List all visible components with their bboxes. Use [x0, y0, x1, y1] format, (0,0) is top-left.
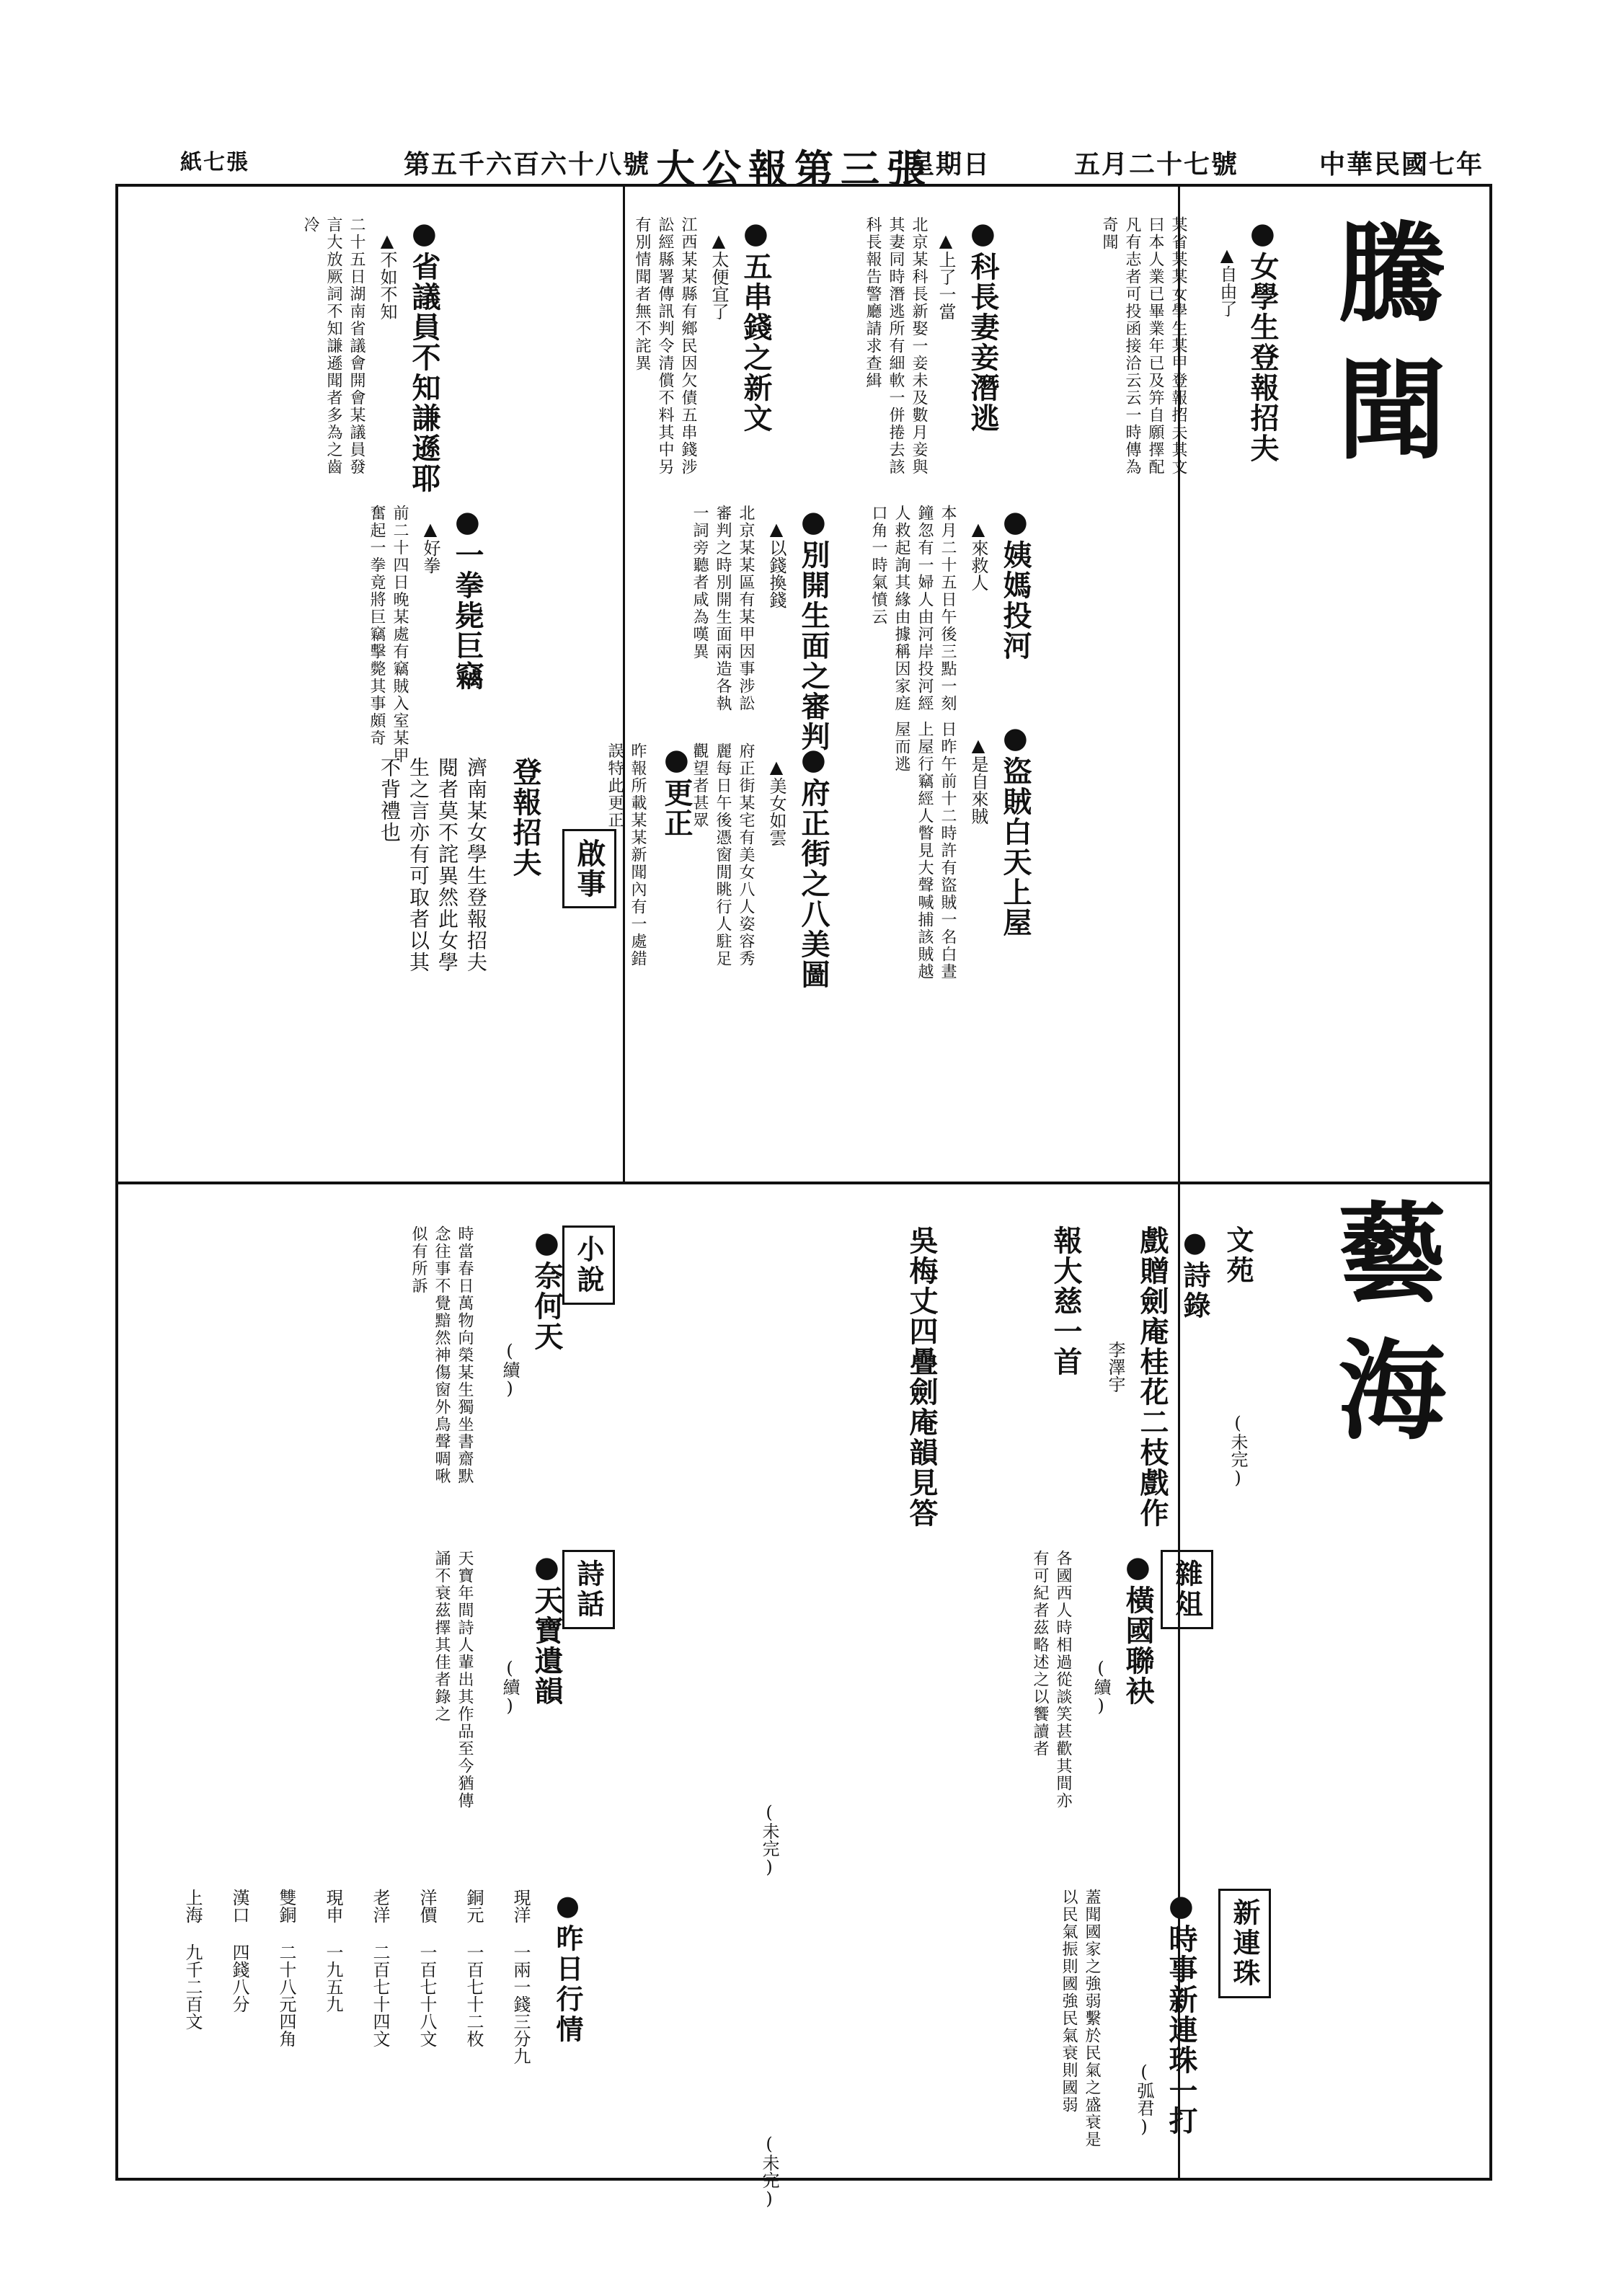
- prices-table: [144, 1889, 533, 2163]
- article-8-headline: ● 盜賊白天上屋: [995, 721, 1036, 938]
- article-2-body: 北京某科長新娶一妾未及數月妾與其妻同時潛逃所有細軟一併捲去該科長報告警廳請求查緝: [864, 216, 928, 476]
- article-1-body: 某省某某女學生某甲登報招夫其文曰本人業已畢業年已及笄自願擇配凡有志者可投函接洽云云一時傳為奇聞: [1100, 216, 1187, 476]
- masthead: [166, 144, 1521, 192]
- article-9-headline: ● 府正街之八美圖: [793, 743, 834, 990]
- price-row: 銅元 一百七十二枚: [464, 1889, 484, 2047]
- masthead-sheet: 紙七張: [180, 150, 249, 175]
- article-5-sub: ▲來救人: [968, 519, 988, 591]
- article-2-headline: ● 科長妻妾潛逃: [962, 216, 1003, 433]
- article-7-body: 前二十四日晚某處有竊賊入室某甲奮起一拳竟將巨竊擊斃其事頗奇: [368, 505, 409, 764]
- shihua-author: (續): [500, 1658, 520, 1716]
- shihua-title: ● 天寶遺韻: [526, 1550, 567, 1706]
- note-incomplete: (未完): [1228, 1413, 1248, 1488]
- article-1-sub: ▲自由了: [1217, 245, 1237, 317]
- masthead-title: 大公報第三張: [656, 146, 933, 192]
- poem-3-title: 吳梅丈四疊劍庵韻見答: [905, 1225, 939, 1528]
- price-row: 上海 九千二百文: [182, 1889, 203, 2030]
- page-frame: [115, 184, 1492, 2181]
- article-4-body: 二十五日湖南省議會開會某議員發言大放厥詞不知謙遜聞者多為之齒冷: [301, 216, 365, 476]
- article-12-headline: 登報招夫: [508, 757, 542, 878]
- news-section-title: 騰聞: [1319, 216, 1446, 490]
- shihua-body: 天寶年間詩人輩出其作品至今猶傳誦不衰茲擇其佳者錄之: [433, 1550, 474, 1809]
- article-7-sub: ▲好拳: [420, 519, 440, 574]
- zazu-author: (續): [1091, 1658, 1111, 1716]
- article-1-headline: ● 女學生登報招夫: [1242, 216, 1283, 464]
- zazu-body: 各國西人時相過從談笑甚歡其間亦有可紀者茲略述之以饗讀者: [1031, 1550, 1072, 1809]
- poem-1-title: 戲贈劍庵桂花二枝戲作: [1135, 1225, 1169, 1528]
- article-3-body: 江西某某縣有鄉民因欠債五串錢涉訟經縣署傳訊判令清償不料其中另有別情聞者無不詫異: [633, 216, 697, 476]
- article-4-headline: ● 省議員不知謙遜耶: [404, 216, 445, 494]
- article-11-headline: 啟事: [562, 829, 616, 908]
- note-incomplete: (未完): [759, 2134, 779, 2209]
- wenyuan-label: 文苑: [1222, 1225, 1254, 1286]
- poem-2-title: 報大慈一首: [1049, 1225, 1083, 1377]
- article-6-body: 北京某某區有某甲因事涉訟審判之時別開生面兩造各執一詞旁聽者咸為嘆異: [691, 505, 755, 712]
- xinlianzhu-title: ● 時事新連珠一打: [1161, 1889, 1202, 2136]
- article-12-body: 濟南某女學生登報招夫閱者莫不詫異然此女學生之言亦有可取者以其不背禮也: [378, 757, 488, 973]
- article-6-headline: ● 別開生面之審判: [793, 505, 834, 752]
- prices-label: ● 昨日行情: [548, 1889, 588, 2045]
- masthead-weekday: 星期日: [908, 149, 991, 179]
- xinlianzhu-label: 新連珠: [1218, 1889, 1271, 1998]
- article-2-sub: ▲上了一當: [936, 231, 956, 320]
- arts-section-title: 藝海: [1319, 1197, 1446, 1471]
- article-1: [1197, 216, 1283, 980]
- masthead-date-republic: 中華民國七年: [1319, 149, 1484, 179]
- xinlianzhu-body: 蓋聞國家之強弱繫於民氣之盛衰是以民氣振則國強民氣衰則國弱: [1060, 1889, 1101, 2148]
- novel-author: (續): [500, 1341, 520, 1399]
- divider-horizontal: [118, 1182, 1489, 1184]
- article-9-sub: ▲美女如雲: [766, 757, 786, 846]
- shihua-label: 詩話: [562, 1550, 615, 1629]
- note-incomplete: (未完): [759, 1802, 779, 1877]
- price-row: 現洋 一兩一錢三分九: [510, 1889, 531, 2065]
- masthead-date-day: 五月二十七號: [1074, 149, 1239, 179]
- article-4-sub: ▲不如不知: [377, 231, 397, 320]
- article-10-body: 昨報所載某某新聞內有一處錯誤特此更正: [606, 743, 647, 967]
- article-5-headline: ● 姨媽投河: [995, 505, 1036, 661]
- zazu-title: ● 橫國聯袂: [1117, 1550, 1158, 1706]
- article-10-headline: ● 更正: [656, 743, 697, 838]
- article-3-headline: ● 五串錢之新文: [735, 216, 776, 433]
- article-9-body: 府正街某宅有美女八人姿容秀麗每日午後憑窗閒眺行人駐足觀望者甚眾: [691, 743, 755, 967]
- article-7-headline: ● 一拳毙巨竊: [447, 505, 488, 691]
- novel-label: 小說: [562, 1225, 615, 1305]
- article-6-sub: ▲以錢換錢: [766, 519, 786, 608]
- novel-body: 時當春日萬物向榮某生獨坐書齋默念往事不覺黯然神傷窗外鳥聲啁啾似有所訴: [409, 1225, 474, 1485]
- price-row: 雙銅 二十八元四角: [276, 1889, 296, 2047]
- article-5-body: 本月二十五日午後三點一刻鐘忽有一婦人由河岸投河經人救起詢其緣由據稱因家庭口角一時氣憤云: [869, 505, 957, 712]
- price-row: 現申 一九五九: [323, 1889, 343, 2013]
- poem-1-author: 李澤宇: [1105, 1341, 1125, 1393]
- article-3-sub: ▲太便宜了: [709, 231, 729, 320]
- article-8-sub: ▲是自來賊: [968, 735, 988, 825]
- zazu-label: 雜俎: [1161, 1550, 1213, 1629]
- novel-title: ● 奈何天: [526, 1225, 567, 1352]
- masthead-issue-number: 第五千六百六十八號: [404, 149, 651, 179]
- price-row: 洋價 一百七十八文: [417, 1889, 437, 2047]
- xinlianzhu-author: (弧君): [1134, 2062, 1154, 2137]
- price-row: 老洋 二百七十四文: [370, 1889, 390, 2047]
- poem-1-label: ● 詩錄: [1175, 1225, 1215, 1321]
- article-8-body: 日昨午前十二時許有盜賊一名白晝上屋行竊經人瞥見大聲喊捕該賊越屋而逃: [892, 721, 957, 980]
- price-row: 漢口 四錢八分: [229, 1889, 249, 2013]
